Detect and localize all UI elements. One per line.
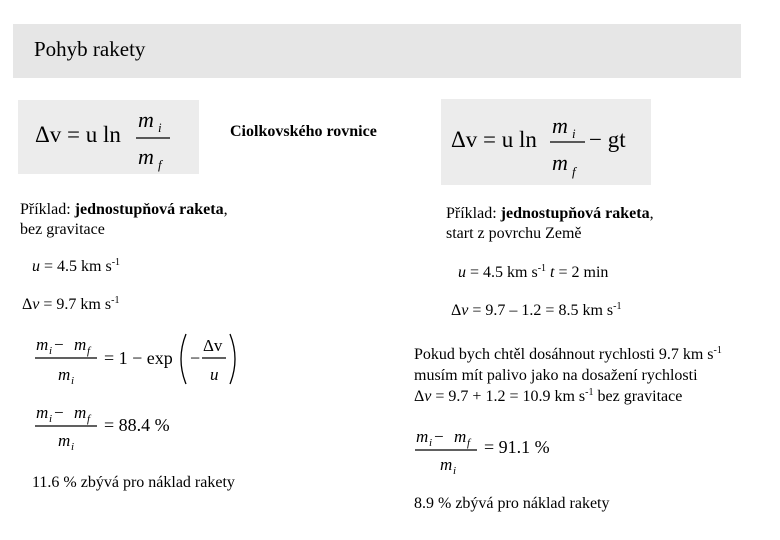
frac-num-f: f: [467, 437, 471, 449]
formula-lhs: Δv = u ln: [451, 127, 537, 152]
formula-num-sub: i: [158, 120, 162, 135]
delta-symbol: Δ: [414, 388, 425, 405]
right-paragraph: [414, 344, 722, 407]
formula-box-right: [441, 99, 651, 185]
formula-den-sub: f: [572, 164, 576, 179]
unit-exponent: -1: [111, 257, 121, 268]
unit-exponent: -1: [585, 387, 594, 398]
frac-num-m2: m: [454, 427, 467, 446]
right-u-line: [458, 264, 608, 282]
unit-exponent: -1: [537, 263, 547, 274]
para-line3: = 9.7 + 1.2 = 10.9 km s: [435, 388, 586, 405]
t-var: t: [550, 264, 555, 281]
left-percentage-equation: [30, 396, 190, 454]
right-result: 8.9 % zbývá pro náklad rakety: [414, 495, 610, 512]
unit-exponent: -1: [111, 295, 120, 306]
left-u-line: [32, 258, 120, 276]
right-percentage-equation: [410, 420, 580, 478]
frac-num-i: i: [429, 437, 433, 449]
example-bold: jednostupňová raketa: [74, 201, 224, 218]
u-value: = 4.5 km s: [470, 264, 538, 281]
frac-num-m: m: [36, 403, 49, 422]
dv-value: = 9.7 – 1.2 = 8.5 km s: [472, 302, 614, 319]
minus-sign: −: [190, 348, 201, 368]
frac-num-m2: m: [74, 403, 87, 422]
example-bold: jednostupňová raketa: [500, 205, 650, 222]
formula-num: m: [552, 113, 568, 138]
eq-rhs: = 91.1 %: [484, 437, 550, 457]
left-result: 11.6 % zbývá pro náklad rakety: [32, 474, 235, 491]
right-example: [446, 204, 654, 244]
frac-num-m2: m: [74, 335, 87, 354]
formula-den-sub: f: [158, 157, 162, 172]
formula-tail: − gt: [589, 127, 626, 152]
left-paren: [181, 334, 186, 384]
dv-value: = 9.7 km s: [43, 296, 112, 313]
formula-den: m: [138, 144, 154, 169]
frac-den-m: m: [440, 455, 453, 474]
example-line2: start z povrchu Země: [446, 225, 582, 242]
rocket-equation-left: [18, 100, 199, 174]
frac-minus: −: [434, 427, 444, 446]
frac-den-m: m: [58, 431, 71, 450]
frac-num-i: i: [49, 413, 53, 425]
example-suffix: ,: [649, 205, 654, 222]
frac-den-i: i: [71, 441, 75, 453]
example-prefix: Příklad:: [446, 205, 501, 222]
unit-exponent: -1: [713, 345, 722, 356]
left-dv-line: [22, 296, 119, 314]
frac-num-f: f: [87, 413, 91, 425]
right-dv-line: [451, 302, 621, 320]
v-var: v: [461, 302, 469, 319]
para-line2: musím mít palivo jako na dosažení rychlosti: [414, 367, 698, 384]
frac-minus: −: [54, 403, 64, 422]
unit-exponent: -1: [613, 301, 622, 312]
para-line1: Pokud bych chtěl dosáhnout rychlosti 9.7 km s: [414, 346, 714, 363]
rocket-equation-caption: Ciolkovského rovnice: [230, 123, 377, 140]
title-bar: [13, 24, 741, 78]
v-var: v: [424, 388, 432, 405]
left-mass-ratio-equation: [30, 326, 240, 390]
example-suffix: ,: [223, 201, 228, 218]
example-line2: bez gravitace: [20, 221, 105, 238]
frac-num-m: m: [416, 427, 429, 446]
delta-symbol: Δ: [22, 296, 33, 313]
frac-minus: −: [54, 335, 64, 354]
frac-den-i: i: [71, 375, 75, 387]
eq2-rhs: = 88.4 %: [104, 415, 170, 435]
formula-box-left: [18, 100, 199, 174]
u-var: u: [32, 258, 40, 275]
u-value: = 4.5 km s: [44, 258, 112, 275]
left-example: [20, 200, 228, 240]
formula-lhs: Δv = u ln: [35, 122, 121, 147]
para-line3-tail: bez gravitace: [593, 388, 683, 405]
u-var: u: [458, 264, 466, 281]
slide-title: Pohyb rakety: [34, 37, 146, 61]
rocket-equation-right: [441, 99, 651, 185]
delta-symbol: Δ: [451, 302, 462, 319]
example-prefix: Příklad:: [20, 201, 75, 218]
frac-num-f: f: [87, 345, 91, 357]
frac-den-m: m: [58, 365, 71, 384]
t-value: = 2 min: [558, 264, 609, 281]
eq1-rhs: = 1 − exp: [104, 348, 173, 368]
v-var: v: [32, 296, 40, 313]
eq1-frac-den: u: [210, 365, 219, 384]
right-paren: [230, 334, 235, 384]
frac-den-i: i: [453, 465, 457, 477]
formula-den: m: [552, 150, 568, 175]
formula-num-sub: i: [572, 126, 576, 141]
frac-num-i: i: [49, 345, 53, 357]
eq1-frac-num: Δv: [203, 336, 223, 355]
formula-num: m: [138, 107, 154, 132]
frac-num-m: m: [36, 335, 49, 354]
